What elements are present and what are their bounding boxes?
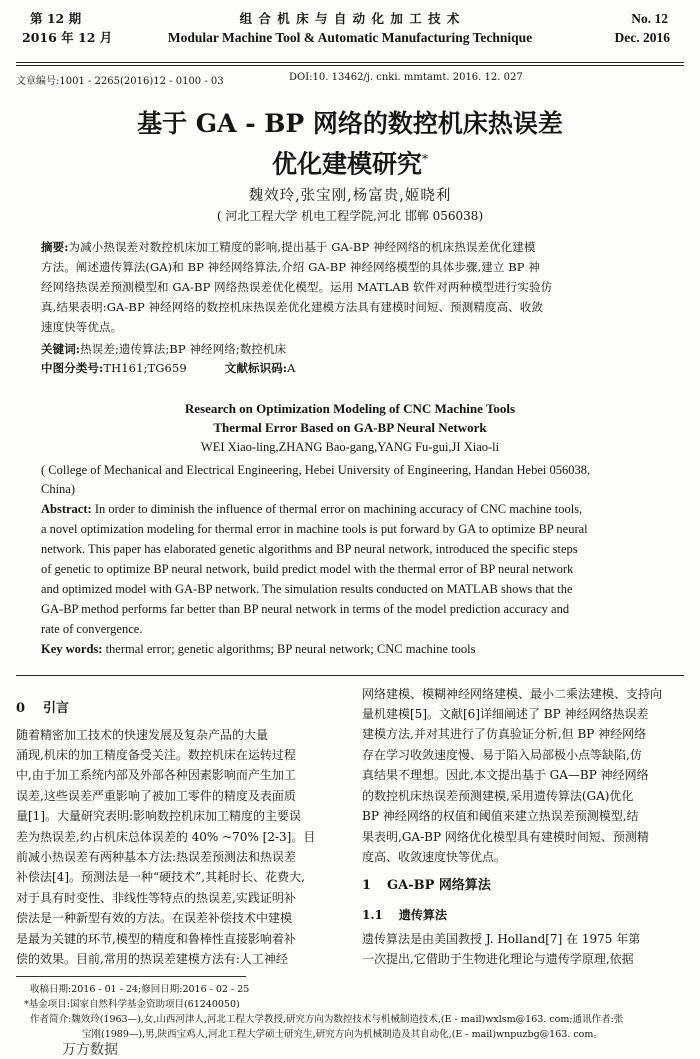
abstract-cn-line: 经网络热误差预测模型和 GA-BP 网络热误差优化模型。运用 MATLAB 软件对两种模型进行实验仿: [41, 280, 553, 294]
title-line-2: 优化建模研究*: [271, 149, 428, 179]
subsection-1-1-heading: 1.1 遗传算法: [362, 908, 447, 922]
intro-line: 中,由于加工系统内部及外部各种因素影响而产生加工: [16, 768, 296, 782]
keywords-cn: 关键词:热误差;遗传算法;BP 神经网络;数控机床: [41, 342, 287, 356]
body-line: BP 神经网络的权值和阈值来建立热误差预测模型,结: [362, 809, 639, 823]
body-line: 量机建模[5]。文献[6]详细阐述了 BP 神经网络热误差: [362, 707, 649, 721]
english-abstract-line: GA-BP method performs far better than BP neural network in terms of the model prediction accuracy and: [41, 602, 570, 616]
abstract-cn-line: 摘要:为减小热误差对数控机床加工精度的影响,提出基于 GA-BP 神经网络的机床热误差优化建模: [41, 240, 536, 254]
section-1-heading: 1 GA-BP 网络算法: [362, 878, 491, 893]
english-authors: WEI Xiao-ling,ZHANG Bao-gang,YANG Fu-gui,JI Xiao-li: [200, 440, 500, 454]
intro-line: 随着精密加工技术的快速发展及复杂产品的大量: [16, 728, 269, 742]
body-line: 网络建模、模糊神经网络建模、最小二乘法建模、支持向: [362, 687, 663, 701]
intro-line: 对于具有时变性、非线性等特点的热误差,实践证明补: [16, 891, 296, 905]
english-title-line-2: Thermal Error Based on GA-BP Neural Network: [213, 420, 487, 435]
intro-line: 差为热误差,约占机床总体误差的 40% ~70% [2-3]。目: [16, 830, 316, 844]
english-affiliation-line: ( College of Mechanical and Electrical Engineering, Hebei University of Engineering, Handan Hebei 056038,: [41, 463, 591, 477]
classification: 中图分类号:TH161;TG659 文献标识码:A: [41, 361, 296, 375]
body-line: 的数控机床热误差预测建模,采用遗传算法(GA)优化: [362, 789, 634, 803]
intro-line: 误差,这些误差严重影响了被加工零件的精度及表面质: [16, 789, 296, 803]
intro-line: 补偿法[4]。预测法是一种“硬技术”,其耗时长、花费大,: [16, 870, 305, 884]
intro-line: 量[1]。大量研究表明:影响数控机床加工精度的主要误: [16, 809, 302, 823]
article-number: 文章编号:1001 - 2265(2016)12 - 0100 - 03: [16, 76, 224, 87]
english-keywords: Key words: thermal error; genetic algorithms; BP neural network; CNC machine tools: [41, 642, 476, 656]
header-issue-en: No. 12: [631, 11, 668, 26]
section-divider: [16, 675, 684, 676]
body-line: 存在学习收敛速度慢、易于陷入局部极小点等缺陷,仿: [362, 748, 642, 762]
footnote-rule: [16, 976, 246, 977]
abstract-cn-line: 方法。阐述遗传算法(GA)和 BP 神经网络算法,介绍 GA-BP 神经网络模型的具体步骤,建立 BP 神: [41, 260, 540, 274]
english-abstract-line: a novel optimization modeling for thermal error in machine tools is put forward by GA to optimize BP neural: [41, 522, 588, 536]
body-line: 遗传算法是由美国教授 J. Holland[7] 在 1975 年第: [362, 932, 641, 946]
footnote-fund: *基金项目:国家自然科学基金资助项目(61240050): [24, 999, 240, 1010]
title-line-1: 基于 GA - BP 网络的数控机床热误差: [137, 109, 563, 138]
body-line: 真结果不理想。因此,本文提出基于 GA—BP 神经网络: [362, 768, 649, 782]
english-abstract-line: of genetic to optimize BP neural network, build predict model with the thermal error of BP neural network: [41, 562, 574, 576]
body-line: 建模方法,并对其进行了仿真验证分析,但 BP 神经网络: [362, 727, 647, 741]
footnote-author: 作者简介:魏效玲(1963—),女,山西河津人,河北工程大学教授,研究方向为数控技术与机械制造技术,(E - mail)wxlsm@163. com;通讯作者:张: [30, 1014, 624, 1025]
watermark: 万方数据: [62, 1042, 118, 1058]
header-issue-cn: 第 12 期: [30, 11, 82, 26]
abstract-cn-line: 速度快等优点。: [41, 320, 123, 334]
affiliation-cn: ( 河北工程大学 机电工程学院,河北 邯郸 056038): [216, 209, 484, 223]
intro-line: 前减小热误差有两种基本方法:热误差预测法和热误差: [16, 850, 297, 864]
english-abstract-line: and optimized model with GA-BP network. The simulation results conducted on MATLAB shows that the: [41, 582, 573, 596]
english-affiliation-line: China): [41, 482, 76, 496]
header-rule-top: [16, 62, 684, 63]
header-date-cn: 2016 年 12 月: [22, 30, 113, 45]
intro-heading: 0 引言: [16, 701, 70, 716]
english-abstract-line: Abstract: In order to diminish the influence of thermal error on machining accuracy of CNC machine tools,: [41, 502, 583, 516]
intro-line: 偿法是一种新型有效的方法。在误差补偿技术中建模: [16, 911, 293, 925]
header-date-en: Dec. 2016: [614, 30, 670, 45]
english-abstract-line: network. This paper has elaborated genetic algorithms and BP neural network, introduced the specific steps: [41, 542, 578, 556]
authors-cn: 魏效玲,张宝刚,杨富贵,姬晓利: [248, 188, 452, 204]
header-journal-en: Modular Machine Tool & Automatic Manufacturing Technique: [167, 30, 533, 45]
footnote-author: 宝刚(1989—),男,陕西宝鸡人,河北工程大学硕士研究生,研究方向为机械制造及其自动化,(E - mail)wnpuzbg@163. com。: [82, 1029, 603, 1040]
intro-line: 偿的效果。目前,常用的热误差建模方法有:人工神经: [16, 952, 288, 966]
doi: DOI:10. 13462/j. cnki. mmtamt. 2016. 12. 027: [289, 72, 523, 83]
intro-line: 涌现,机床的加工精度备受关注。数控机床在运转过程: [16, 748, 296, 762]
intro-line: 是最为关键的环节,模型的精度和鲁棒性直接影响着补: [16, 932, 296, 946]
header-journal-cn: 组 合 机 床 与 自 动 化 加 工 技 术: [239, 11, 461, 26]
english-title-line-1: Research on Optimization Modeling of CNC Machine Tools: [184, 401, 516, 416]
body-line: 度高、收敛速度快等优点。: [362, 850, 507, 864]
header-rule-bottom: [16, 65, 684, 66]
footnote-received: 收稿日期:2016 - 01 - 24;修回日期:2016 - 02 - 25: [30, 984, 250, 995]
english-abstract-line: rate of convergence.: [41, 622, 143, 636]
title-footnote-mark: *: [422, 152, 428, 166]
body-line: 一次提出,它借助于生物进化理论与遗传学原理,依据: [362, 952, 634, 966]
body-line: 果表明,GA-BP 网络优化模型具有建模时间短、预测精: [362, 830, 649, 844]
abstract-cn-line: 真,结果表明:GA-BP 神经网络的数控机床热误差优化建模方法具有建模时间短、预测精度高、收敛: [41, 300, 543, 314]
